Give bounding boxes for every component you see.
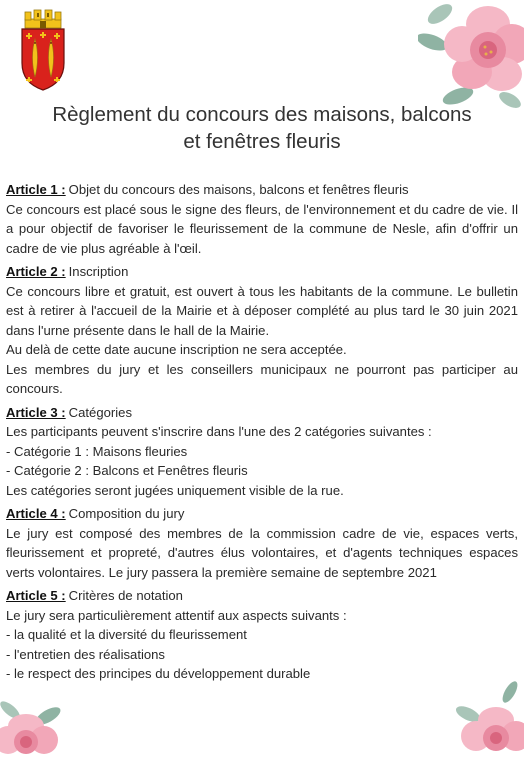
article-heading <box>6 180 518 200</box>
article-subject: Objet du concours des maisons, balcons et fenêtres fleuris <box>68 182 409 197</box>
article-subject: Critères de notation <box>68 588 183 603</box>
flower-icon <box>418 0 524 110</box>
article-paragraph: Au delà de cette date aucune inscription ne sera acceptée. <box>6 342 347 357</box>
list-item: - la qualité et la diversité du fleurissement <box>6 627 247 642</box>
article-paragraph: Les membres du jury et les conseillers municipaux ne pourront pas participer au concours. <box>6 361 518 396</box>
article-subject: Inscription <box>68 264 129 279</box>
article-4 <box>6 504 518 582</box>
article-5 <box>6 586 518 684</box>
article-number: Article 4 : <box>6 506 66 521</box>
article-number: Article 1 : <box>6 182 66 197</box>
rules-content <box>6 180 518 684</box>
list-item: - Catégorie 1 : Maisons fleuries <box>6 443 188 459</box>
list-item: - Catégorie 2 : Balcons et Fenêtres fleuris <box>6 463 248 478</box>
article-paragraph: Les catégories seront jugées uniquement visible de la rue. <box>6 482 344 498</box>
article-paragraph: Les participants peuvent s'inscrire dans l'une des 2 catégories suivantes : <box>6 424 432 439</box>
article-1 <box>6 180 518 258</box>
article-subject: Catégories <box>68 404 132 420</box>
coat-of-arms-icon <box>18 5 68 91</box>
article-paragraph: Ce concours libre et gratuit, est ouvert à tous les habitants de la commune. Le bulletin est à retirer à l'accueil de la Mairie et à déposer complété au plus tard le 30 juin 2021 dans l'urne présente dans le hall de la Mairie. <box>6 283 518 338</box>
article-number: Article 3 : <box>6 404 66 420</box>
article-2 <box>6 262 518 399</box>
article-paragraph: Le jury est composé des membres de la commission cadre de vie, espaces verts, fleurissement et propreté, d'autres élus volontaires, et d'agents techniques espaces verts volontaires. Le jury passera la première semaine de septembre 2021 <box>6 525 518 580</box>
article-heading <box>6 586 518 606</box>
flower-icon <box>448 680 524 760</box>
list-item: - l'entretien des réalisations <box>6 646 165 662</box>
article-number: Article 2 : <box>6 264 66 279</box>
list-item: - le respect des principes du développement durable <box>6 666 311 681</box>
flower-icon <box>0 690 74 760</box>
article-heading <box>6 504 518 524</box>
article-heading <box>6 262 518 282</box>
article-number: Article 5 : <box>6 588 66 603</box>
article-paragraph: Le jury sera particulièrement attentif aux aspects suivants : <box>6 607 347 623</box>
article-subject: Composition du jury <box>68 506 185 521</box>
title-line-1: Règlement du concours des maisons, balcons <box>52 103 472 126</box>
article-heading <box>6 403 518 423</box>
page-title <box>0 101 524 155</box>
article-3 <box>6 403 518 501</box>
article-paragraph: Ce concours est placé sous le signe des fleurs, de l'environnement et du cadre de vie. Il a pour objectif de favoriser le fleurissement de la commune de Nesle, afin d'offrir un cadre de vie plus agréable à l'œil. <box>6 201 518 256</box>
title-line-2: et fenêtres fleuris <box>183 130 341 153</box>
